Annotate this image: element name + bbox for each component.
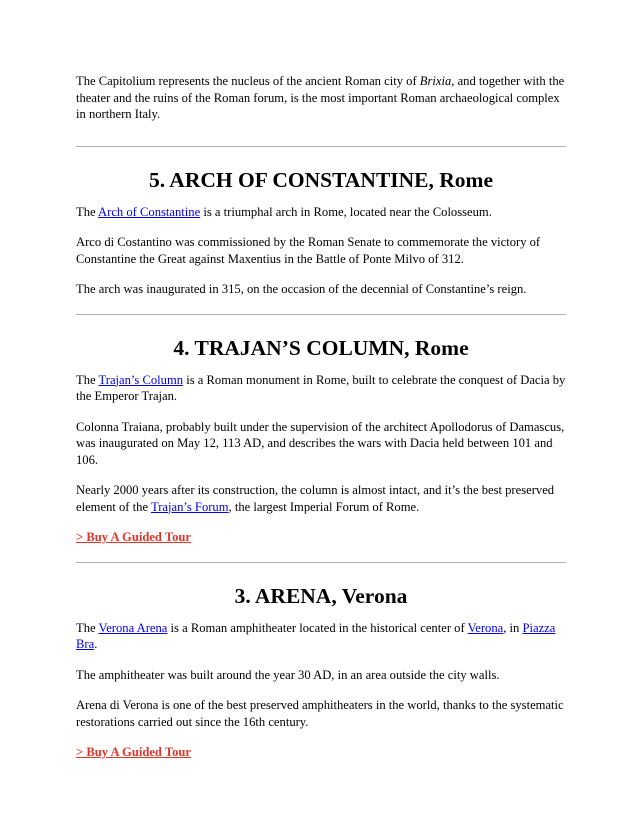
- intro-text-cont: , and together with the theater and the ruins of the Roman forum, is the most important Roman archaeological complex in northern Italy.: [76, 74, 565, 121]
- brixia-italic: Brixia: [419, 74, 452, 88]
- arch-paragraph-1: [76, 204, 566, 221]
- intro-text: The Capitolium represents the nucleus of the ancient Roman city of: [76, 74, 420, 88]
- text: is a triumphal arch in Rome, located near the Colosseum.: [200, 204, 492, 219]
- text: The: [76, 620, 99, 635]
- column-paragraph-3: [76, 482, 566, 515]
- section-title-column: 4. TRAJAN’S COLUMN, Rome: [173, 335, 469, 360]
- text: The: [76, 204, 99, 219]
- verona-arena-link[interactable]: Verona Arena: [98, 620, 168, 635]
- section-title-arena: 3. ARENA, Verona: [234, 583, 408, 608]
- verona-link[interactable]: Verona: [467, 620, 504, 635]
- column-tour-paragraph: [76, 529, 566, 546]
- buy-guided-tour-link[interactable]: > Buy A Guided Tour: [76, 745, 191, 759]
- piazza-bra-link[interactable]: Piazza Bra: [76, 620, 556, 651]
- section-title-arch: 5. ARCH OF CONSTANTINE, Rome: [148, 167, 493, 192]
- arch-paragraph-2: Arco di Costantino was commissioned by the Roman Senate to commemorate the victory of Constantine the Great against Maxentius in the Battle of Ponte Milvo of 312.: [76, 235, 541, 266]
- arch-of-constantine-link[interactable]: Arch of Constantine: [98, 204, 201, 219]
- intro-paragraph: [76, 73, 566, 123]
- text: is a Roman amphitheater located in the historical center of: [167, 620, 468, 635]
- arena-paragraph-1: [76, 620, 566, 653]
- text: The: [76, 372, 99, 387]
- column-paragraph-1: [76, 372, 566, 405]
- text: , in: [503, 620, 523, 635]
- text: .: [94, 637, 98, 651]
- arena-paragraph-3: Arena di Verona is one of the best preserved amphitheaters in the world, thanks to the systematic restorations carried out since the 16th century.: [76, 698, 564, 729]
- text: , the largest Imperial Forum of Rome.: [228, 499, 420, 514]
- text: is a Roman monument in Rome, built to celebrate the conquest of Dacia by the Emperor Trajan.: [76, 372, 566, 403]
- column-paragraph-2: Colonna Traiana, probably built under the supervision of the architect Apollodorus of Damascus, was inaugurated on May 12, 113 AD, and describes the wars with Dacia held between 101 and 106.: [76, 419, 565, 467]
- text: Nearly 2000 years after its construction, the column is almost intact, and it’s the best preserved element of the: [76, 483, 555, 514]
- trajans-column-link[interactable]: Trajan’s Column: [98, 372, 184, 387]
- buy-guided-tour-link[interactable]: > Buy A Guided Tour: [76, 530, 191, 544]
- document-page: [76, 73, 566, 775]
- arch-paragraph-3: The arch was inaugurated in 315, on the occasion of the decennial of Constantine’s reign.: [76, 282, 527, 296]
- trajans-forum-link[interactable]: Trajan’s Forum: [150, 499, 229, 514]
- arena-paragraph-2: The amphitheater was built around the year 30 AD, in an area outside the city walls.: [76, 667, 500, 682]
- arena-tour-paragraph: [76, 744, 566, 761]
